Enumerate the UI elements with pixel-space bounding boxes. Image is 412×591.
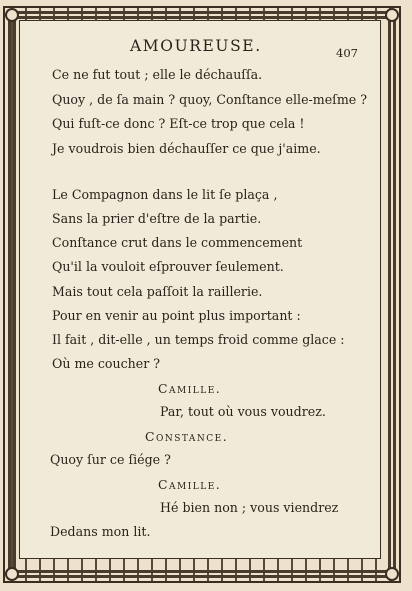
dialogue-line: Hé bien non ; vous viendrez (160, 500, 339, 515)
corner-ornament-icon (385, 567, 399, 581)
verse-line: Quoy , de ſa main ? quoy, Conſtance elle-meſme ? (52, 92, 367, 107)
corner-ornament-icon (5, 567, 19, 581)
dialogue-line: Par, tout où vous voudrez. (160, 404, 326, 419)
speaker-name: Camille. (158, 477, 222, 492)
verse-line: Il fait , dit-elle , un temps froid comme glace : (52, 332, 345, 347)
corner-ornament-icon (5, 8, 19, 22)
verse-line: Le Compagnon dans le lit ſe plaça , (52, 187, 278, 202)
verse-line: Je voudrois bien déchauſſer ce que j'aime. (52, 141, 321, 156)
verse-line: Mais tout cela paſſoit la raillerie. (52, 284, 263, 299)
running-head: AMOUREUSE. (130, 37, 262, 55)
verse-line: Où me coucher ? (52, 356, 160, 371)
speaker-name: Camille. (158, 381, 222, 396)
verse-line: Qui fuſt-ce donc ? Eſt-ce trop que cela ! (52, 116, 305, 131)
dialogue-line: Quoy ſur ce ſiége ? (50, 452, 171, 467)
corner-ornament-icon (385, 8, 399, 22)
dialogue-line: Dedans mon lit. (50, 524, 151, 539)
verse-line: Qu'il la vouloit eſprouver ſeulement. (52, 259, 284, 274)
verse-line: Ce ne fut tout ; elle le déchauſſa. (52, 67, 263, 82)
verse-line: Pour en venir au point plus important : (52, 308, 301, 323)
verse-line: Sans la prier d'eſtre de la partie. (52, 211, 262, 226)
verse-line: Conſtance crut dans le commencement (52, 235, 303, 250)
page-number: 407 (336, 46, 358, 60)
speaker-name: Constance. (145, 429, 229, 444)
